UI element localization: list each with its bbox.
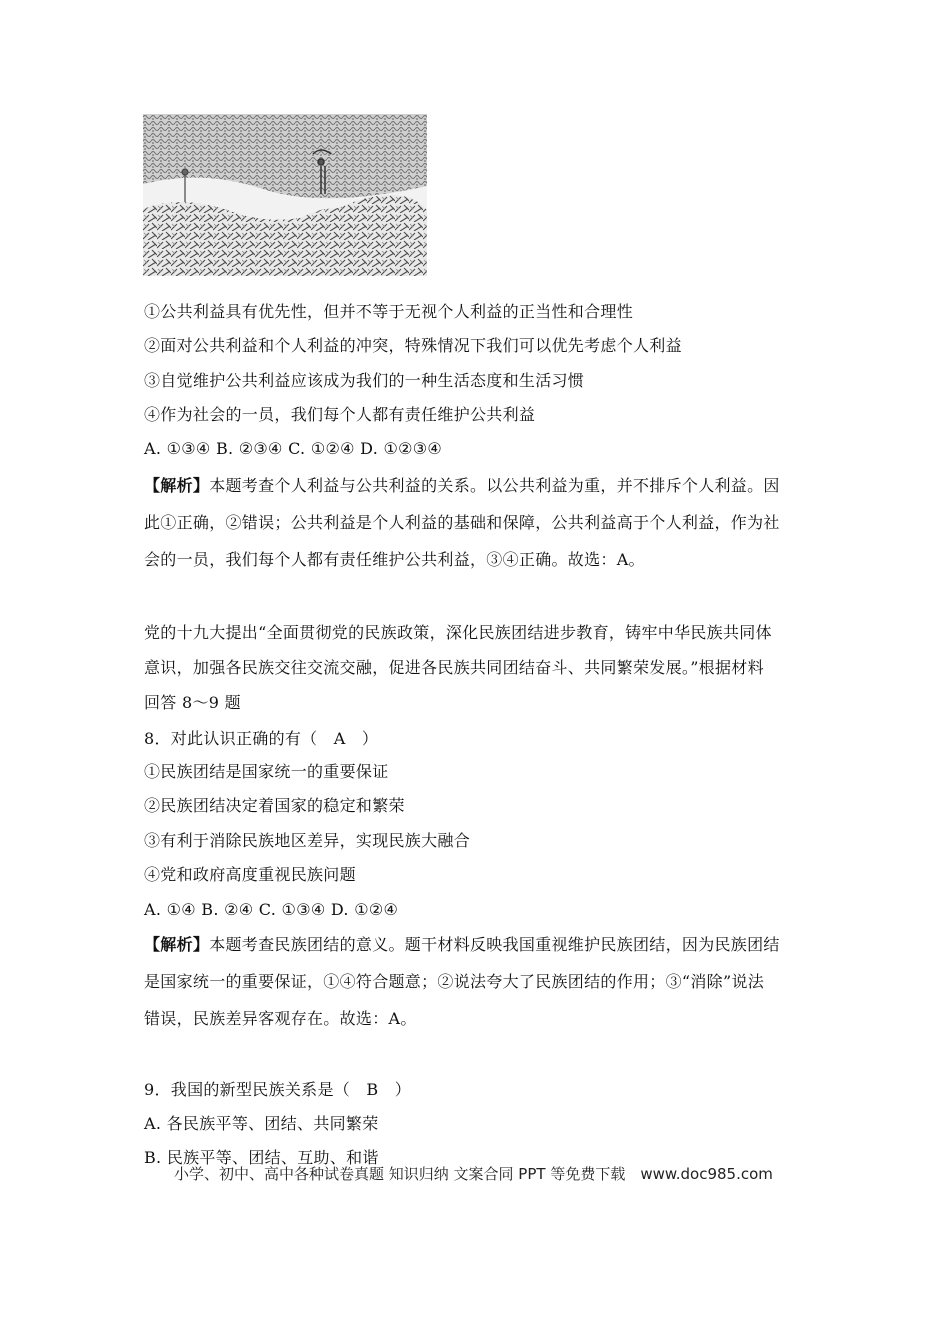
q7-analysis-tag: 【解析】	[144, 476, 210, 495]
q7-option-2: ②面对公共利益和个人利益的冲突，特殊情况下我们可以优先考虑个人利益	[144, 336, 682, 355]
q8-analysis-line-3: 错误，民族差异客观存在。故选：A。	[144, 1009, 417, 1028]
q7-analysis-line-2: 此①正确，②错误；公共利益是个人利益的基础和保障，公共利益高于个人利益，作为社	[144, 513, 780, 532]
q8-analysis-line-1: 【解析】本题考查民族团结的意义。题干材料反映我国重视维护民族团结，因为民族团结	[144, 935, 780, 954]
q7-choices: A. ①③④ B. ②③④ C. ①②④ D. ①②③④	[144, 439, 443, 458]
q8-option-3: ③有利于消除民族地区差异，实现民族大融合	[144, 831, 471, 850]
material-line-1: 党的十九大提出“全面贯彻党的民族政策，深化民族团结进步教育，铸牢中华民族共同体	[144, 623, 772, 642]
q8-option-1: ①民族团结是国家统一的重要保证	[144, 762, 389, 781]
q8-analysis-line-2: 是国家统一的重要保证，①④符合题意；②说法夸大了民族团结的作用；③“消除”说法	[144, 972, 765, 991]
q7-option-1: ①公共利益具有优先性，但并不等于无视个人利益的正当性和合理性	[144, 302, 634, 321]
q8-option-4: ④党和政府高度重视民族问题	[144, 865, 356, 884]
q7-analysis-line-3: 会的一员，我们每个人都有责任维护公共利益，③④正确。故选：A。	[144, 550, 645, 569]
q8-stem: 8．对此认识正确的有（ A ）	[144, 729, 379, 748]
material-line-2: 意识，加强各民族交往交流交融，促进各民族共同团结奋斗、共同繁荣发展。”根据材料	[144, 658, 764, 677]
q9-stem: 9．我国的新型民族关系是（ B ）	[144, 1080, 412, 1099]
q9-option-b: B. 民族平等、团结、互助、和谐	[144, 1148, 379, 1167]
material-line-3: 回答 8～9 题	[144, 693, 241, 712]
q7-analysis-line-1: 【解析】本题考查个人利益与公共利益的关系。以公共利益为重，并不排斥个人利益。因	[144, 476, 780, 495]
q9-option-a: A. 各民族平等、团结、共同繁荣	[144, 1114, 379, 1133]
page-footer: 小学、初中、高中各种试卷真题 知识归纳 文案合同 PPT 等免费下载 www.doc985.com	[174, 1165, 773, 1183]
q7-option-4: ④作为社会的一员，我们每个人都有责任维护公共利益	[144, 405, 536, 424]
q8-option-2: ②民族团结决定着国家的稳定和繁荣	[144, 796, 405, 815]
landslide-photo	[143, 114, 427, 276]
q7-option-3: ③自觉维护公共利益应该成为我们的一种生活态度和生活习惯	[144, 371, 585, 390]
q8-choices: A. ①④ B. ②④ C. ①③④ D. ①②④	[144, 900, 399, 919]
q8-analysis-tag: 【解析】	[144, 935, 210, 954]
